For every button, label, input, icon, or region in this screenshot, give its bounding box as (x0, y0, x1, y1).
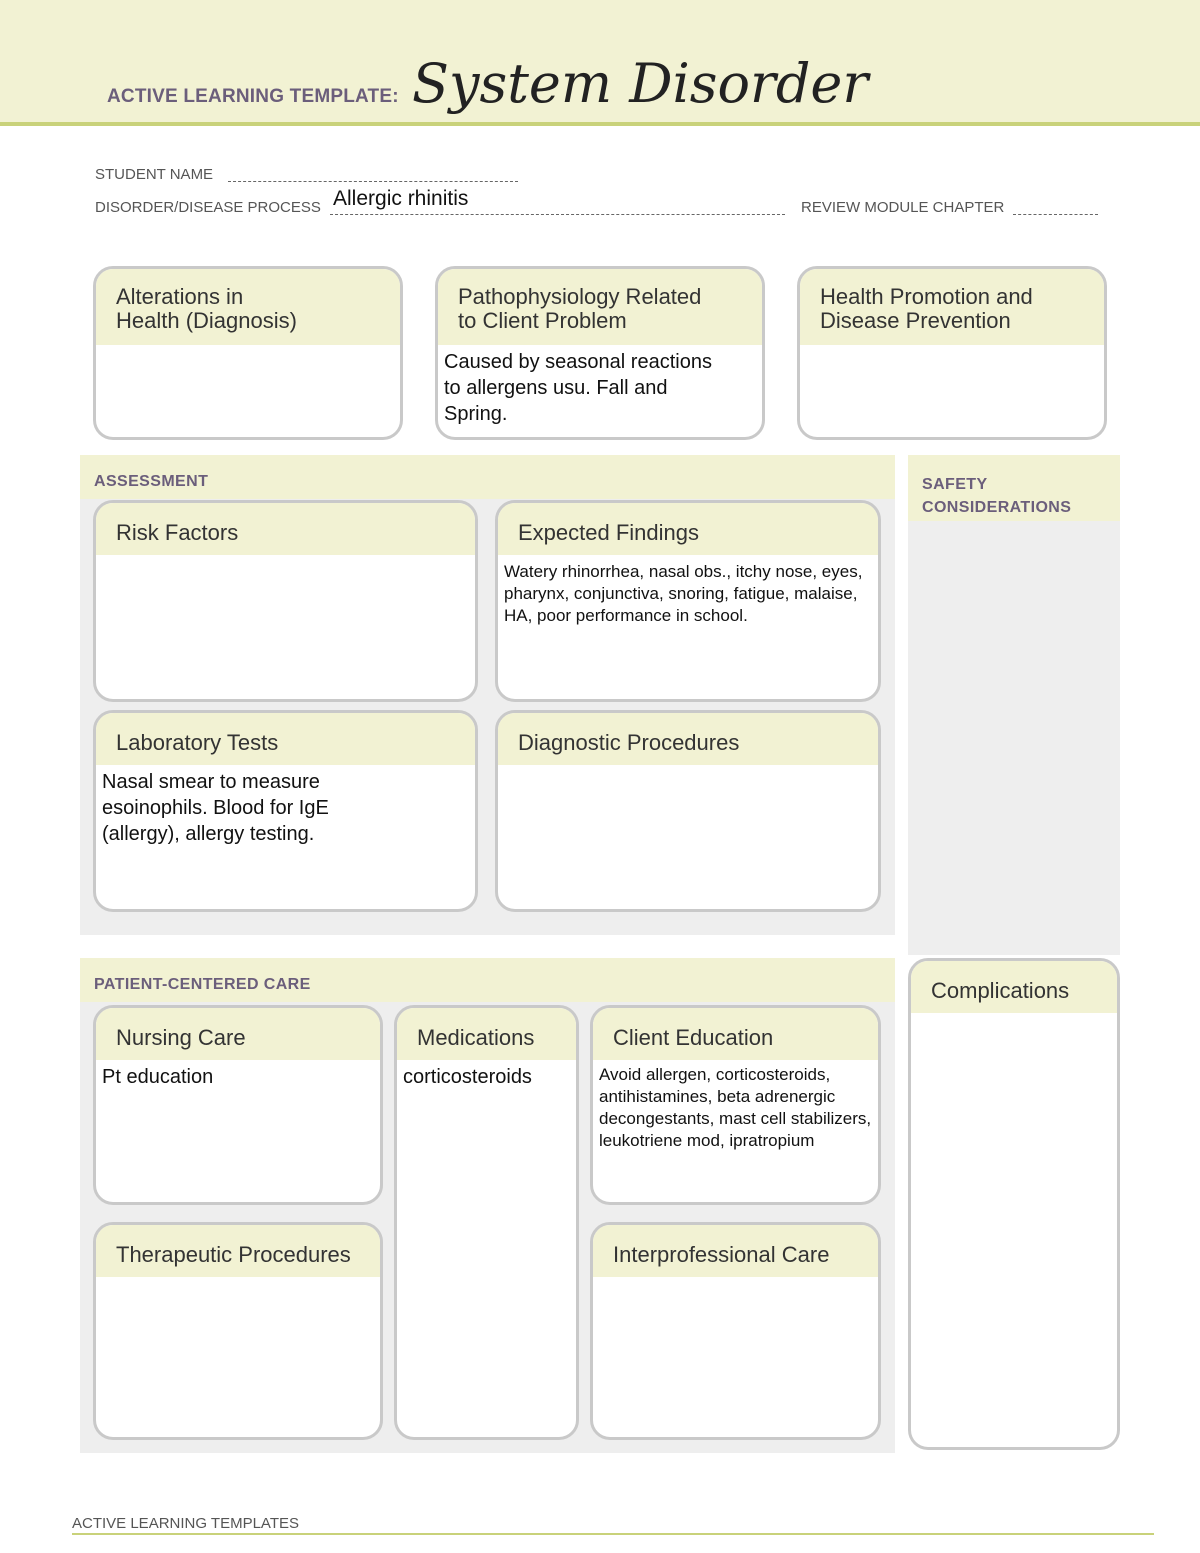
expected-findings-box (495, 500, 881, 702)
footer-text: ACTIVE LEARNING TEMPLATES (72, 1515, 299, 1532)
alterations-header (96, 269, 400, 345)
health-promotion-header (800, 269, 1104, 345)
expected-findings-title: Expected Findings (498, 503, 878, 555)
template-label: ACTIVE LEARNING TEMPLATE: (107, 86, 399, 107)
pathophysiology-title-line2: to Client Problem (458, 308, 627, 333)
pathophysiology-box (435, 266, 765, 440)
risk-factors-title: Risk Factors (96, 503, 475, 555)
student-name-label: STUDENT NAME (95, 166, 214, 183)
pathophysiology-content[interactable]: Caused by seasonal reactions to allergens usu. Fall and Spring. (444, 351, 712, 425)
alterations-title-line1: Alterations in (116, 284, 244, 309)
health-promotion-title-line2: Disease Prevention (820, 308, 1011, 333)
client-education-content[interactable]: Avoid allergen, corticosteroids, antihistamines, beta adrenergic decongestants, mast cell stabilizers, leukotriene mod, ipratropium (599, 1065, 872, 1150)
medications-box (394, 1005, 579, 1440)
footer-divider (72, 1533, 1154, 1535)
diagnostic-procedures-content[interactable] (498, 765, 878, 773)
therapeutic-procedures-box (93, 1222, 383, 1440)
patient-care-label: PATIENT-CENTERED CARE (94, 976, 311, 993)
complications-title: Complications (911, 961, 1117, 1013)
nursing-care-box (93, 1005, 383, 1205)
header-divider (0, 122, 1200, 126)
review-module-label: REVIEW MODULE CHAPTER (801, 199, 1005, 216)
complications-box (908, 958, 1120, 1450)
therapeutic-procedures-title: Therapeutic Procedures (96, 1225, 380, 1277)
laboratory-tests-title: Laboratory Tests (96, 713, 475, 765)
health-promotion-content[interactable] (800, 345, 1104, 353)
laboratory-tests-content[interactable]: Nasal smear to measure esoinophils. Blood for IgE (allergy), allergy testing. (102, 771, 329, 845)
expected-findings-content[interactable]: Watery rhinorrhea, nasal obs., itchy nose, eyes, pharynx, conjunctiva, snoring, fatigue, malaise, HA, poor performance in school. (504, 562, 863, 625)
student-name-field[interactable] (228, 163, 518, 182)
nursing-care-content[interactable]: Pt education (102, 1066, 214, 1088)
client-education-title: Client Education (593, 1008, 878, 1060)
risk-factors-box (93, 500, 478, 702)
client-education-box (590, 1005, 881, 1205)
safety-considerations-section (908, 455, 1120, 955)
diagnostic-procedures-title: Diagnostic Procedures (498, 713, 878, 765)
safety-label-line1: SAFETY (922, 476, 988, 493)
alterations-title-line2: Health (Diagnosis) (116, 308, 297, 333)
alterations-in-health-box (93, 266, 403, 440)
template-title: System Disorder (412, 52, 869, 115)
disorder-label: DISORDER/DISEASE PROCESS (95, 199, 321, 216)
medications-title: Medications (397, 1008, 576, 1060)
complications-content[interactable] (911, 1013, 1117, 1021)
safety-label-line2: CONSIDERATIONS (922, 499, 1072, 516)
interprofessional-care-title: Interprofessional Care (593, 1225, 878, 1277)
interprofessional-care-box (590, 1222, 881, 1440)
alterations-content[interactable] (96, 345, 400, 353)
safety-label (922, 473, 1071, 519)
risk-factors-content[interactable] (96, 555, 475, 563)
health-promotion-title-line1: Health Promotion and (820, 284, 1033, 309)
laboratory-tests-box (93, 710, 478, 912)
interprofessional-care-content[interactable] (593, 1277, 878, 1285)
therapeutic-procedures-content[interactable] (96, 1277, 380, 1285)
medications-content[interactable]: corticosteroids (403, 1066, 532, 1088)
pathophysiology-header (438, 269, 762, 345)
disorder-value: Allergic rhinitis (333, 187, 469, 210)
health-promotion-box (797, 266, 1107, 440)
diagnostic-procedures-box (495, 710, 881, 912)
pathophysiology-title-line1: Pathophysiology Related (458, 284, 702, 309)
review-module-field[interactable] (1013, 196, 1098, 215)
nursing-care-title: Nursing Care (96, 1008, 380, 1060)
assessment-label: ASSESSMENT (94, 473, 209, 490)
